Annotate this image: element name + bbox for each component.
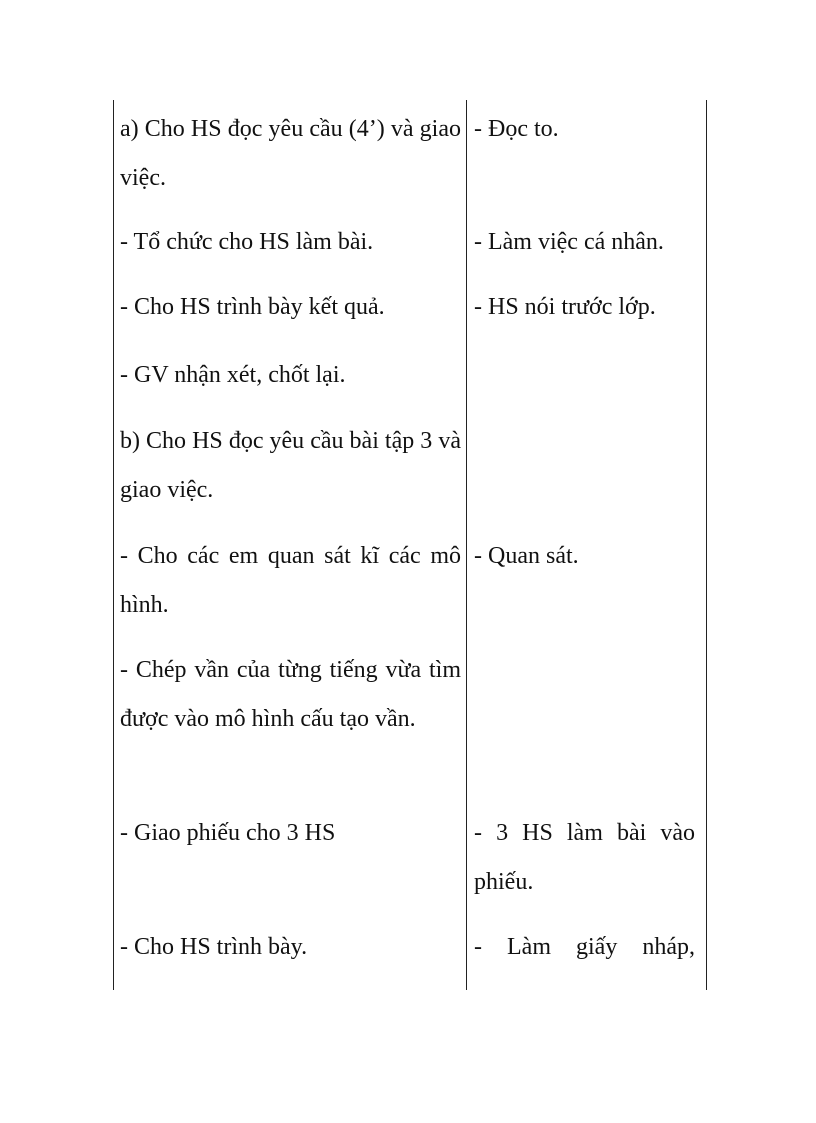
- teacher-activity-2: - Tổ chức cho HS làm bài.: [120, 229, 374, 255]
- teacher-activity-6: - Cho các em quan sát kĩ các mô hình.: [120, 543, 461, 618]
- student-activity-3: - HS nói trước lớp.: [474, 294, 656, 320]
- teacher-activity-5: b) Cho HS đọc yêu cầu bài tập 3 và giao việc.: [120, 428, 461, 503]
- teacher-activity-4: - GV nhận xét, chốt lại.: [120, 362, 346, 388]
- teacher-activity-8: - Giao phiếu cho 3 HS: [120, 820, 336, 846]
- lesson-plan-table: [113, 100, 707, 990]
- student-activity-1: - Đọc to.: [474, 116, 559, 142]
- teacher-activity-1: a) Cho HS đọc yêu cầu (4’) và giao việc.: [120, 116, 461, 191]
- teacher-activity-3: - Cho HS trình bày kết quả.: [120, 294, 385, 320]
- student-activity-5: - 3 HS làm bài vào phiếu.: [474, 820, 695, 895]
- column-divider: [466, 100, 467, 990]
- student-activity-4: - Quan sát.: [474, 543, 579, 569]
- student-activity-2: - Làm việc cá nhân.: [474, 229, 664, 255]
- teacher-activity-9: - Cho HS trình bày.: [120, 934, 308, 960]
- teacher-activity-7: - Chép vần của từng tiếng vừa tìm được vào mô hình cấu tạo vần.: [120, 657, 461, 732]
- student-activity-6: - Làm giấy nháp,: [474, 934, 695, 960]
